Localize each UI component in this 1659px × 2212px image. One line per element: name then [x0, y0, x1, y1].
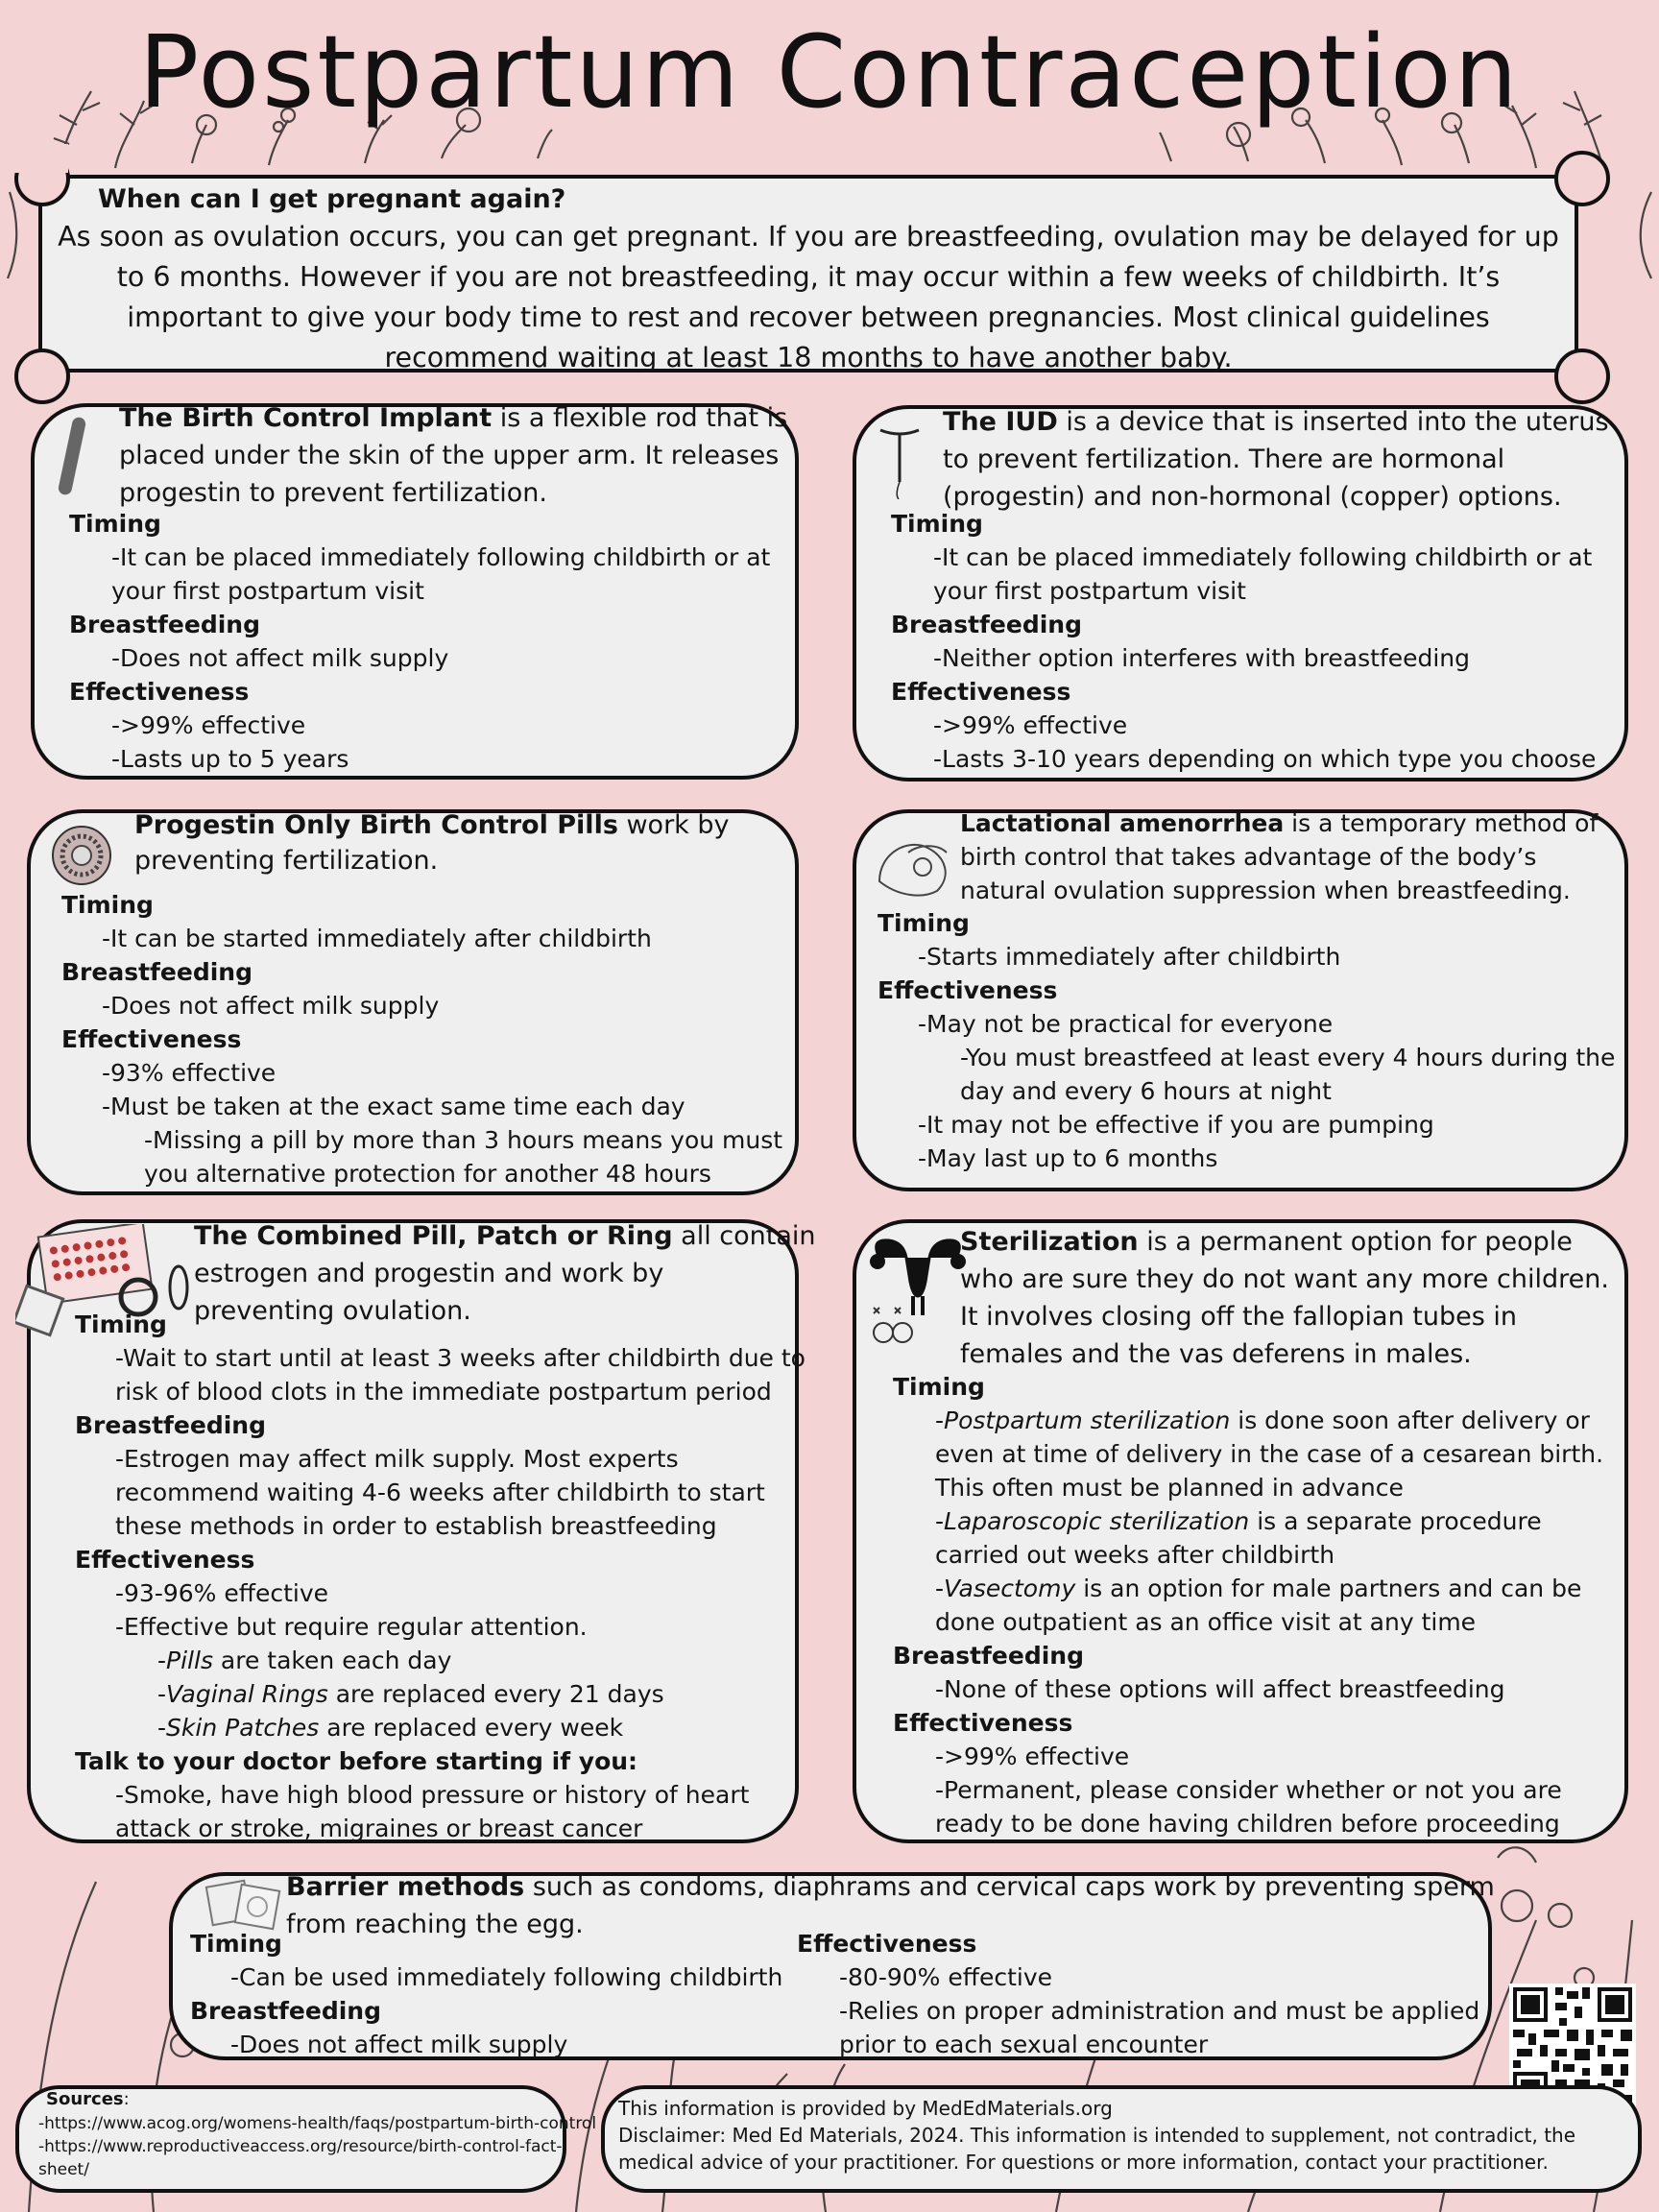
pop-breastfeeding: -Does not affect milk supply [102, 992, 440, 1020]
barrier-effectiveness: -Relies on proper administration and must be applied [839, 1997, 1480, 2025]
disclaimer-line: This information is provided by MedEdMaterials.org [618, 2097, 1113, 2120]
page-title: Postpartum Contraception [138, 13, 1521, 131]
source-link[interactable]: -https://www.reproductiveaccess.org/resource/birth-control-fact- [38, 2137, 563, 2156]
breastfeeding-label: Breastfeeding [61, 958, 252, 986]
combined-method-rings: -Vaginal Rings are replaced every 21 days [157, 1680, 664, 1708]
timing-label: Timing [878, 909, 970, 937]
combined-desc: preventing ovulation. [194, 1296, 471, 1326]
sterilization-desc: It involves closing off the fallopian tubes in [960, 1302, 1518, 1332]
combined-header: The Combined Pill, Patch or Ring all contain [194, 1221, 816, 1251]
breastfeeding-label: Breastfeeding [893, 1642, 1084, 1670]
combined-breastfeeding: -Estrogen may affect milk supply. Most experts [115, 1445, 679, 1473]
barrier-timing: -Can be used immediately following childbirth [230, 1963, 783, 1991]
pop-desc: preventing fertilization. [134, 846, 439, 876]
iud-icon [876, 422, 924, 499]
pop-timing: -It can be started immediately after childbirth [102, 925, 652, 952]
lam-desc: natural ovulation suppression when breastfeeding. [960, 877, 1571, 904]
lam-more: -May last up to 6 months [918, 1144, 1218, 1172]
iud-desc: to prevent fertilization. There are hormonal [943, 445, 1505, 474]
effectiveness-label: Effectiveness [891, 678, 1071, 706]
intro-box [38, 175, 1578, 373]
barrier-effectiveness: -80-90% effective [839, 1963, 1053, 1991]
iud-timing: -It can be placed immediately following childbirth or at [933, 543, 1593, 571]
combined-talk: attack or stroke, migraines or breast cancer [115, 1815, 643, 1842]
combined-talk: -Smoke, have high blood pressure or history of heart [115, 1781, 750, 1809]
intro-line: to 6 months. However if you are not breastfeeding, it may occur within a few weeks of childbirth. It’s [116, 261, 1501, 293]
sterilization-timing: carried out weeks after childbirth [935, 1541, 1335, 1569]
lam-sub: day and every 6 hours at night [960, 1077, 1332, 1105]
iud-header: The IUD is a device that is inserted into the uterus [943, 407, 1609, 437]
corner-notch [1554, 349, 1610, 404]
sterilization-breastfeeding: -None of these options will affect breastfeeding [935, 1675, 1505, 1703]
barrier-desc: from reaching the egg. [286, 1910, 584, 1939]
lam-effectiveness: -May not be practical for everyone [918, 1010, 1334, 1038]
pop-sub: -Missing a pill by more than 3 hours means you must [144, 1126, 783, 1154]
timing-label: Timing [190, 1930, 282, 1958]
breastfeeding-icon [870, 824, 962, 901]
intro-line: recommend waiting at least 18 months to have another baby. [384, 342, 1233, 373]
lam-timing: -Starts immediately after childbirth [918, 943, 1341, 971]
sterilization-timing: -Vasectomy is an option for male partners and can be [935, 1575, 1582, 1602]
uterus-icon [860, 1229, 966, 1354]
pop-effectiveness: -93% effective [102, 1059, 276, 1087]
sterilization-timing: -Postpartum sterilization is done soon after delivery or [935, 1407, 1590, 1434]
barrier-breastfeeding: -Does not affect milk supply [230, 2031, 568, 2058]
sterilization-effectiveness: -Permanent, please consider whether or not you are [935, 1776, 1562, 1804]
sterilization-header: Sterilization is a permanent option for people [960, 1227, 1573, 1257]
sterilization-timing: This often must be planned in advance [935, 1474, 1404, 1502]
disclaimer-line: medical advice of your practitioner. For questions or more information, contact your practitioner. [618, 2151, 1549, 2174]
breastfeeding-label: Breastfeeding [75, 1411, 266, 1439]
combined-method-patches: -Skin Patches are replaced every week [157, 1714, 624, 1742]
sterilization-desc: females and the vas deferens in males. [960, 1339, 1472, 1369]
combined-breastfeeding: recommend waiting 4-6 weeks after childbirth to start [115, 1479, 765, 1506]
talk-to-doctor-label: Talk to your doctor before starting if you: [75, 1747, 638, 1775]
pop-effectiveness: -Must be taken at the exact same time each day [102, 1093, 685, 1120]
sources-label: Sources: [46, 2089, 130, 2109]
source-link[interactable]: -https://www.acog.org/womens-health/faqs/postpartum-birth-control [38, 2114, 597, 2133]
intro-question: When can I get pregnant again? [98, 184, 566, 214]
intro-line: As soon as ovulation occurs, you can get pregnant. If you are breastfeeding, ovulation may be delayed for up [58, 221, 1559, 252]
implant-timing: your first postpartum visit [111, 577, 424, 605]
implant-effectiveness: -Lasts up to 5 years [111, 745, 349, 773]
effectiveness-label: Effectiveness [75, 1546, 255, 1574]
combined-effectiveness: -93-96% effective [115, 1579, 329, 1607]
lam-desc: birth control that takes advantage of the body’s [960, 843, 1537, 871]
notch-mask [14, 144, 68, 173]
lam-sub: -You must breastfeed at least every 4 hours during the [960, 1044, 1616, 1071]
combined-effectiveness: -Effective but require regular attention. [115, 1613, 588, 1641]
pop-sub: you alternative protection for another 48 hours [144, 1160, 711, 1188]
sterilization-effectiveness: ->99% effective [935, 1743, 1130, 1770]
implant-desc: placed under the skin of the upper arm. It releases [119, 441, 780, 470]
iud-effectiveness: -Lasts 3-10 years depending on which type you choose [933, 745, 1597, 773]
sterilization-timing: done outpatient as an office visit at any time [935, 1608, 1477, 1636]
combined-method-pills: -Pills are taken each day [157, 1647, 452, 1674]
intro-text [54, 217, 1563, 378]
source-link[interactable]: sheet/ [38, 2160, 89, 2179]
implant-rod-icon [48, 413, 96, 499]
disclaimer-line: Disclaimer: Med Ed Materials, 2024. This information is intended to supplement, not contradict, the [618, 2124, 1576, 2147]
implant-header: The Birth Control Implant is a flexible rod that is [119, 403, 788, 433]
breastfeeding-label: Breastfeeding [891, 611, 1082, 638]
timing-label: Timing [893, 1373, 985, 1401]
barrier-header: Barrier methods such as condoms, diaphrams and cervical caps work by preventing sperm [286, 1872, 1495, 1902]
lam-header: Lactational amenorrhea is a temporary method of [960, 809, 1599, 837]
combined-timing: -Wait to start until at least 3 weeks after childbirth due to [115, 1344, 805, 1372]
sterilization-timing: -Laparoscopic sterilization is a separate procedure [935, 1507, 1542, 1535]
breastfeeding-label: Breastfeeding [190, 1997, 381, 2025]
sterilization-timing: even at time of delivery in the case of a cesarean birth. [935, 1440, 1604, 1468]
intro-line: important to give your body time to rest and recover between pregnancies. Most clinical guidelines [127, 301, 1490, 333]
implant-timing: -It can be placed immediately following childbirth or at [111, 543, 771, 571]
combined-timing: risk of blood clots in the immediate postpartum period [115, 1378, 772, 1406]
iud-timing: your first postpartum visit [933, 577, 1246, 605]
pill-pack-icon [50, 824, 113, 887]
progestin-pill-header: Progestin Only Birth Control Pills work by [134, 810, 730, 840]
timing-label: Timing [75, 1310, 167, 1338]
sterilization-effectiveness: ready to be done having children before proceeding [935, 1810, 1560, 1838]
effectiveness-label: Effectiveness [61, 1025, 242, 1053]
lam-more: -It may not be effective if you are pumping [918, 1111, 1434, 1139]
combined-breastfeeding: these methods in order to establish breastfeeding [115, 1512, 717, 1540]
corner-notch [1554, 151, 1610, 206]
implant-effectiveness: ->99% effective [111, 711, 306, 739]
combined-desc: estrogen and progestin and work by [194, 1259, 664, 1288]
implant-desc: progestin to prevent fertilization. [119, 478, 547, 508]
implant-breastfeeding: -Does not affect milk supply [111, 644, 449, 672]
breastfeeding-label: Breastfeeding [69, 611, 260, 638]
effectiveness-label: Effectiveness [893, 1709, 1073, 1737]
timing-label: Timing [61, 891, 154, 919]
effectiveness-label: Effectiveness [69, 678, 250, 706]
corner-notch [14, 349, 70, 404]
sterilization-desc: who are sure they do not want any more children. [960, 1264, 1609, 1294]
timing-label: Timing [891, 510, 983, 538]
iud-effectiveness: ->99% effective [933, 711, 1128, 739]
barrier-effectiveness: prior to each sexual encounter [839, 2031, 1209, 2058]
timing-label: Timing [69, 510, 161, 538]
iud-desc: (progestin) and non-hormonal (copper) options. [943, 482, 1562, 512]
effectiveness-label: Effectiveness [878, 976, 1058, 1004]
effectiveness-label: Effectiveness [797, 1930, 977, 1958]
iud-breastfeeding: -Neither option interferes with breastfeeding [933, 644, 1471, 672]
